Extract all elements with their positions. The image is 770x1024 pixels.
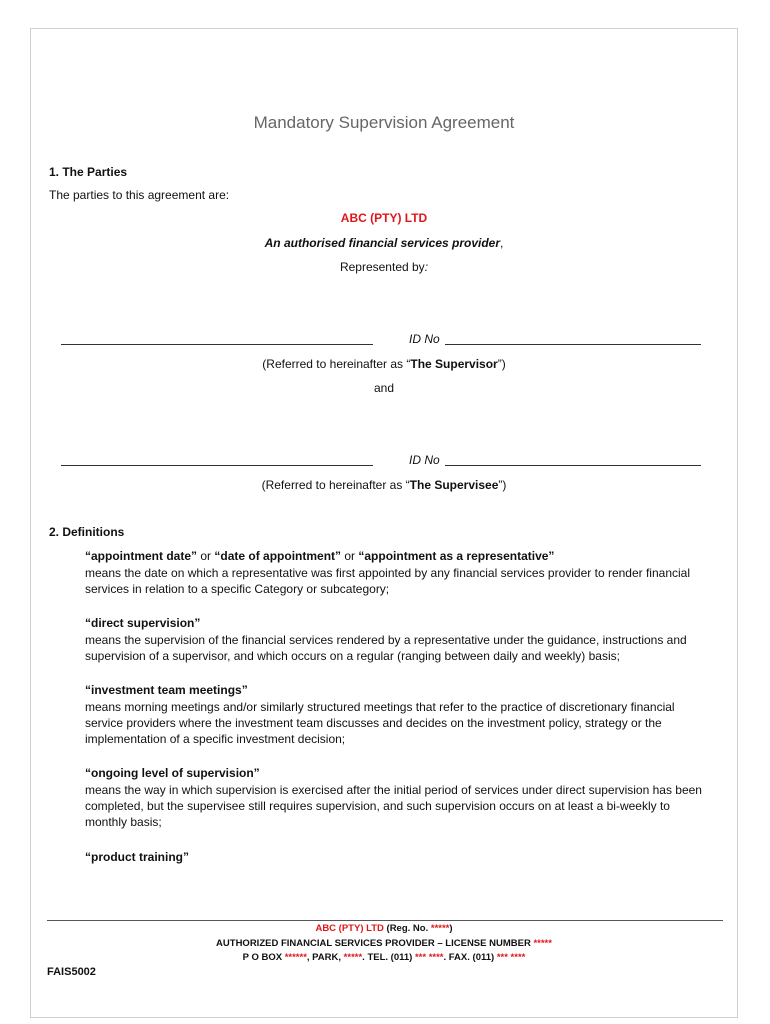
footer-license-line xyxy=(31,938,737,949)
footer-tel-prefix: . TEL. (011) xyxy=(362,952,415,963)
supervisor-id-line[interactable] xyxy=(445,344,701,345)
definition-text-investment-team-meetings: means morning meetings and/or similarly structured meetings that refer to the practice of discretionary financial service providers where the investment team discusses and decides on the investment policy, strategy or the implementation of a specific investment decision; xyxy=(85,700,675,746)
footer-reg-no: ***** xyxy=(430,923,450,934)
company-name: ABC (PTY) LTD xyxy=(340,211,428,225)
represented-by xyxy=(31,260,737,274)
and-text: and xyxy=(373,381,395,395)
provider-text: An authorised financial services provider xyxy=(264,236,501,250)
footer-license-no: ***** xyxy=(533,938,552,949)
provider-line xyxy=(31,236,737,250)
term-connector: or xyxy=(341,549,359,563)
footer-park-code: ***** xyxy=(343,952,363,963)
represented-colon: : xyxy=(424,260,429,274)
section-heading-parties: 1. The Parties xyxy=(49,165,128,179)
supervisor-label: The Supervisor xyxy=(410,357,498,371)
referred-suffix: ”) xyxy=(497,357,506,371)
definition-text-direct-supervision: means the supervision of the financial services rendered by a representative under the guidance, instructions and supervision of a supervisor, and which occurs on a regular (ranging between daily and weekly) basis; xyxy=(85,633,687,663)
supervisor-referred xyxy=(31,357,737,371)
footer-fax-prefix: . FAX. (011) xyxy=(443,952,497,963)
footer-park: , PARK, xyxy=(306,952,344,963)
referred-prefix: (Referred to hereinafter as “ xyxy=(261,478,410,492)
referred-suffix: ”) xyxy=(498,478,507,492)
represented-text: Represented by xyxy=(339,260,425,274)
form-code: FAIS5002 xyxy=(47,966,96,978)
supervisor-name-line[interactable] xyxy=(61,344,373,345)
definition-text-appointment-date: means the date on which a representative was first appointed by any financial services provider to render financial services in relation to a specific Category or subcategory; xyxy=(85,566,690,596)
definition-term-investment-team-meetings: “investment team meetings” xyxy=(85,683,248,697)
supervisee-label: The Supervisee xyxy=(409,478,499,492)
provider-comma: , xyxy=(500,236,504,250)
definition-text-ongoing-supervision: means the way in which supervision is exercised after the initial period of services under direct supervision has been completed, but the supervisee still requires supervision, and such supervision occurs on at least a bi-weekly to monthly basis; xyxy=(85,783,702,829)
footer-company-line xyxy=(31,923,737,934)
footer-fax: *** **** xyxy=(496,952,526,963)
referred-prefix: (Referred to hereinafter as “ xyxy=(262,357,411,371)
term-part: “appointment date” xyxy=(85,549,198,563)
supervisor-id-label: ID No xyxy=(409,332,440,346)
footer-divider xyxy=(47,920,723,921)
document-page xyxy=(30,28,738,1018)
footer-company: ABC (PTY) LTD xyxy=(315,923,384,934)
term-part: “appointment as a representative” xyxy=(358,549,555,563)
footer-license-text: AUTHORIZED FINANCIAL SERVICES PROVIDER – LICENSE NUMBER xyxy=(216,938,534,949)
footer-contact-line xyxy=(31,952,737,963)
footer-reg-prefix: (Reg. No. xyxy=(383,923,431,934)
supervisee-referred xyxy=(31,478,737,492)
term-connector: or xyxy=(197,549,215,563)
supervisee-id-label: ID No xyxy=(409,453,440,467)
definition-term-appointment-date xyxy=(85,549,554,563)
supervisee-id-line[interactable] xyxy=(445,465,701,466)
supervisee-name-line[interactable] xyxy=(61,465,373,466)
parties-intro: The parties to this agreement are: xyxy=(49,188,230,202)
definition-term-direct-supervision: “direct supervision” xyxy=(85,616,201,630)
term-part: “date of appointment” xyxy=(214,549,342,563)
section-heading-definitions: 2. Definitions xyxy=(49,525,125,539)
footer-reg-suffix: ) xyxy=(449,923,453,934)
definition-term-product-training: “product training” xyxy=(85,850,189,864)
footer-po-box: ****** xyxy=(284,952,307,963)
footer-tel: *** **** xyxy=(414,952,444,963)
document-title: Mandatory Supervision Agreement xyxy=(253,113,515,132)
definition-term-ongoing-supervision: “ongoing level of supervision” xyxy=(85,766,260,780)
footer-po-prefix: P O BOX xyxy=(242,952,285,963)
